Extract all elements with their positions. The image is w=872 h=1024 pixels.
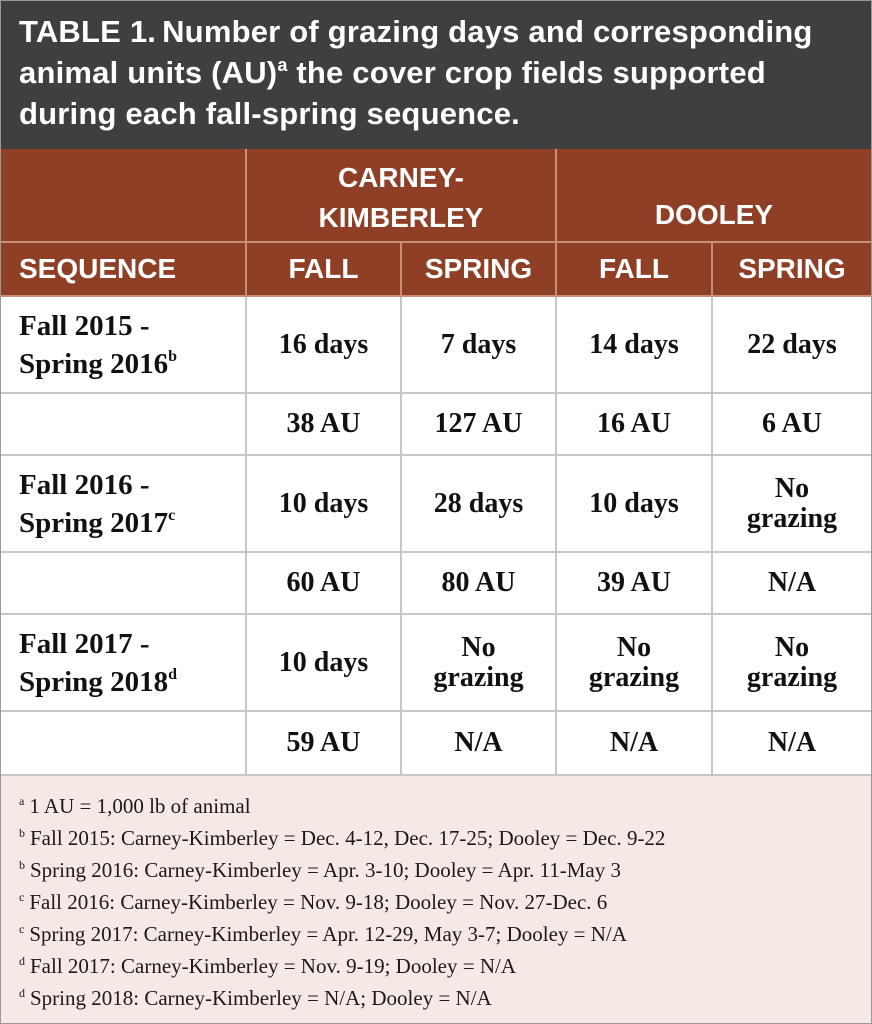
- sequence-label: Fall 2017 - Spring 2018$^d$: [1, 615, 247, 712]
- table-cell: 127 AU: [402, 394, 557, 456]
- table-cell: 16 days: [247, 297, 402, 394]
- title-footnote-mark: a: [277, 55, 288, 75]
- table-cell: 10 days: [557, 456, 713, 553]
- title-text-part2: the cover crop fields supported during each fall-spring sequence.: [19, 55, 766, 131]
- footnote: $^d$ Fall 2017: Carney-Kimberley = Nov. 9-19; Dooley = N/A: [19, 954, 516, 978]
- header-group-dooley: DOOLEY: [557, 149, 871, 243]
- table-cell: 7 days: [402, 297, 557, 394]
- footnote: $^a$ 1 AU = 1,000 lb of animal: [19, 794, 251, 818]
- table-cell: N/A: [402, 712, 557, 776]
- table-cell: 38 AU: [247, 394, 402, 456]
- sequence-label: Fall 2015 - Spring 2016$^b$: [1, 297, 247, 394]
- header-dooley-fall: FALL: [557, 243, 713, 297]
- table-cell: N/A: [713, 553, 871, 615]
- table-cell: 80 AU: [402, 553, 557, 615]
- footnote: $^d$ Spring 2018: Carney-Kimberley = N/A; Dooley = N/A: [19, 986, 492, 1010]
- data-table: [1, 149, 871, 776]
- table-cell: 16 AU: [557, 394, 713, 456]
- header-corner: [1, 149, 247, 243]
- sequence-label-empty: [1, 394, 247, 456]
- table-cell: 22 days: [713, 297, 871, 394]
- table-cell-no-grazing: No grazing: [402, 615, 557, 712]
- header-group-carney-kimberley: CARNEY-KIMBERLEY: [247, 149, 557, 243]
- table-number: TABLE 1.: [19, 14, 157, 49]
- table-cell-no-grazing: No grazing: [713, 615, 871, 712]
- table-cell: 28 days: [402, 456, 557, 553]
- sequence-label-empty: [1, 553, 247, 615]
- footnote: $^c$ Spring 2017: Carney-Kimberley = Apr. 12-29, May 3-7; Dooley = N/A: [19, 922, 627, 946]
- table-cell: 6 AU: [713, 394, 871, 456]
- table-cell: 60 AU: [247, 553, 402, 615]
- header-sequence: SEQUENCE: [1, 243, 247, 297]
- header-ck-fall: FALL: [247, 243, 402, 297]
- header-dooley-spring: SPRING: [713, 243, 871, 297]
- table-cell: 14 days: [557, 297, 713, 394]
- footnotes: [1, 776, 871, 1023]
- table-cell-no-grazing: No grazing: [713, 456, 871, 553]
- footnote: $^b$ Fall 2015: Carney-Kimberley = Dec. 4-12, Dec. 17-25; Dooley = Dec. 9-22: [19, 826, 666, 850]
- table-cell-no-grazing: No grazing: [557, 615, 713, 712]
- table-cell: N/A: [557, 712, 713, 776]
- footnote: $^c$ Fall 2016: Carney-Kimberley = Nov. 9-18; Dooley = Nov. 27-Dec. 6: [19, 890, 608, 914]
- sequence-label: Fall 2016 - Spring 2017$^c$: [1, 456, 247, 553]
- table-cell: 10 days: [247, 615, 402, 712]
- table-cell: 39 AU: [557, 553, 713, 615]
- table-cell: 59 AU: [247, 712, 402, 776]
- sequence-label-empty: [1, 712, 247, 776]
- table-cell: N/A: [713, 712, 871, 776]
- footnote: $^b$ Spring 2016: Carney-Kimberley = Apr. 3-10; Dooley = Apr. 11-May 3: [19, 858, 622, 882]
- table-cell: 10 days: [247, 456, 402, 553]
- header-ck-spring: SPRING: [402, 243, 557, 297]
- table-title: [1, 1, 871, 149]
- title-text-part1: Number of grazing days and corresponding animal units (AU): [19, 14, 813, 90]
